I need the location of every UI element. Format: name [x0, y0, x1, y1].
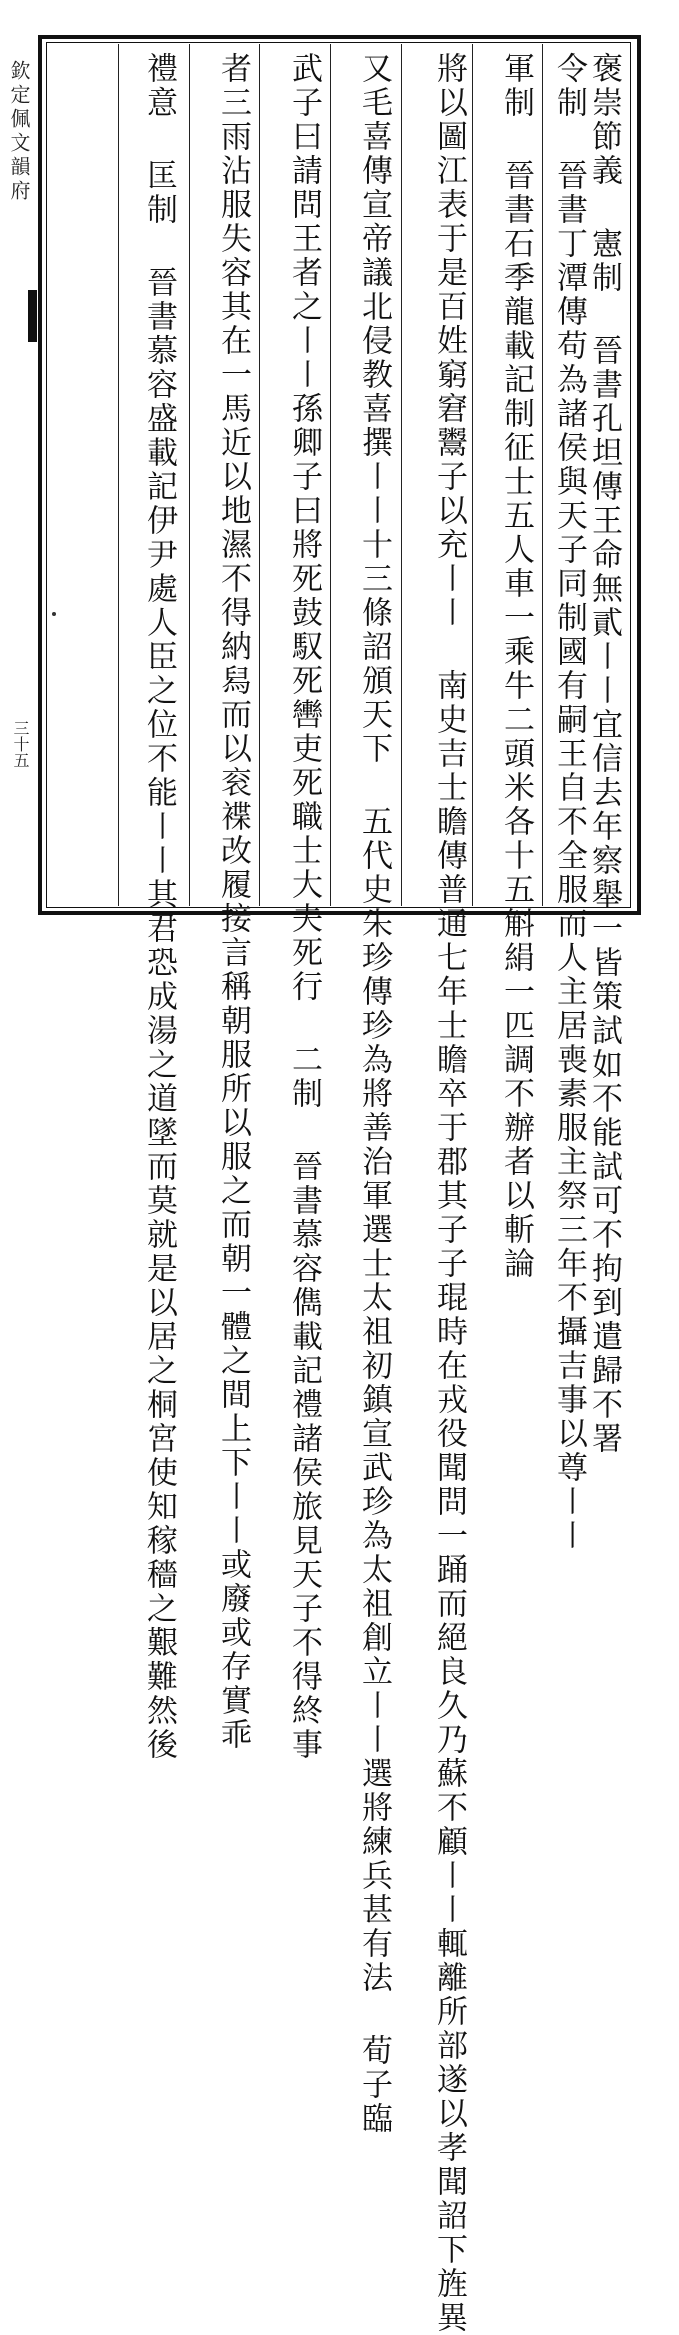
column-rule	[401, 44, 402, 906]
text-column-7: 者三雨沾服失容其在一馬近以地濕不得納舄而以衮褋改履接言稱朝服所以服之而朝一體之間上下〡〡或廢或存實乖	[215, 52, 251, 1752]
column-rule	[189, 44, 190, 906]
column-rule	[472, 44, 473, 906]
text-column-2: 令制 晉書丁潭傳苟為諸侯與天子同制國有嗣王自不全服而人主居喪素服主祭三年不攝吉事以尊〡〡	[551, 52, 587, 1553]
text-column-3: 軍制 晉書石季龍載記制征士五人車一乘牛二頭米各十五斛絹一匹調不辦者以斬論	[498, 52, 534, 1281]
page-number: 三十五	[11, 720, 30, 768]
text-column-6: 武子曰請問王者之〡〡孫卿子曰將死鼓馭死轡吏死職士大夫死行 二制 晉書慕容儁載記禮諸侯旅見天子不得終事	[286, 52, 322, 1762]
text-column-5: 又毛喜傳宣帝議北侵教喜撰〡〡十三條詔頒天下 五代史朱珍傳珍為將善治軍選士太祖初鎮宣武珍為太祖創立〡〡選將練兵甚有法 荀子臨	[356, 52, 392, 2136]
column-rule	[259, 44, 260, 906]
running-title: 欽定佩文韻府	[7, 60, 31, 204]
text-column-1: 褒崇節義 憲制 晉書孔坦傳王命無貳〡〡宜信去年察舉一皆策試如不能試可不拘到遣歸不署	[586, 52, 622, 1456]
text-column-4: 將以圖江表于是百姓窮窘鬻子以充〡〡 南史吉士瞻傳普通七年士瞻卒于郡其子子琨時在戎役聞問一踊而絕良久乃蘇不顧〡〡輒離所部遂以孝聞詔下旌異	[431, 52, 467, 2335]
text-column-8: 禮意 匡制 晉書慕容盛載記伊尹處人臣之位不能〡〡其君恐成湯之道墜而莫就是以居之桐宮使知稼穡之艱難然後	[141, 52, 177, 1762]
margin-fishtail-mark	[28, 290, 37, 342]
column-rule	[542, 44, 543, 906]
ink-dot	[52, 612, 56, 616]
column-rule	[330, 44, 331, 906]
column-rule	[118, 44, 119, 906]
